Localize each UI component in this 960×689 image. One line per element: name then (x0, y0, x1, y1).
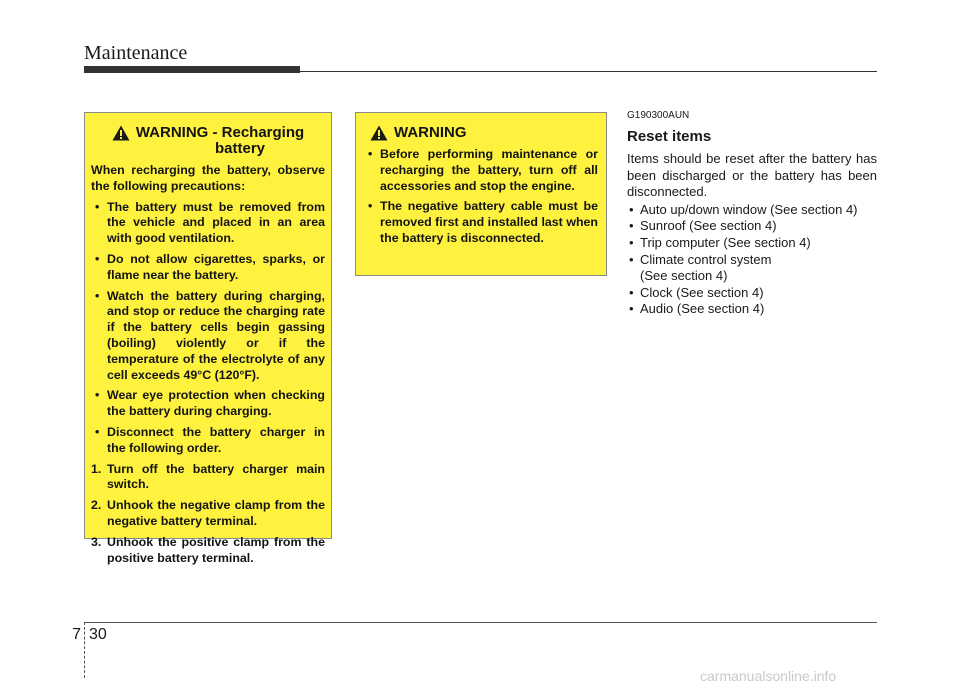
list-item (627, 301, 877, 318)
warning-triangle-icon (112, 125, 130, 141)
list-item: • The battery must be removed from the vehicle and placed in an area with good ventilation. (91, 200, 325, 247)
list-item: • Watch the battery during charging, and stop or reduce the charging rate if the battery cells begin gassing (boiling) violently or if the temperature of the electrolyte of any cell exceeds 49°C (120°F). (91, 289, 325, 384)
step-text: Turn off the battery charger main switch. (107, 461, 325, 492)
page-header-title: Maintenance (84, 42, 188, 64)
step-number: 2. (91, 498, 102, 513)
section-title: Reset items (627, 128, 712, 145)
section-body: Items should be reset after the battery has been discharged or the battery has been disconnected. (627, 151, 877, 200)
step-item (91, 498, 325, 530)
list-item: • Before performing maintenance or recharging the battery, turn off all accessories and stop the engine. (364, 147, 598, 194)
footer-divider (84, 622, 86, 678)
step-item (91, 535, 325, 567)
list-item-subtext: (See section 4) (640, 268, 728, 284)
section-code: G190300AUN (627, 110, 690, 121)
warning-recharging-steps (91, 462, 325, 567)
list-item (627, 218, 877, 235)
list-item-text: Clock (See section 4) (640, 284, 764, 300)
list-item-text: Audio (See section 4) (640, 301, 765, 317)
reset-items-section (627, 110, 877, 318)
warning-recharging-header (91, 125, 325, 157)
list-item: • Wear eye protection when checking the battery during charging. (91, 388, 325, 420)
step-item (91, 462, 325, 494)
step-text: Unhook the positive clamp from the positive battery terminal. (107, 534, 325, 565)
list-item-text: Auto up/down window (See section 4) (640, 201, 858, 217)
list-item (627, 252, 877, 285)
footer-rule (84, 622, 877, 623)
warning-recharging-bullets (91, 200, 325, 457)
watermark: carmanualsonline.info (700, 668, 837, 684)
warning-general-title: WARNING (394, 124, 467, 141)
list-item-text: Trip computer (See section 4) (640, 234, 811, 250)
step-number: 1. (91, 461, 102, 476)
warning-recharging-title-line2: battery (214, 140, 266, 157)
list-item: • Do not allow cigarettes, sparks, or flame near the battery. (91, 252, 325, 284)
reset-items-list (627, 202, 877, 318)
list-item: • Disconnect the battery charger in the following order. (91, 425, 325, 457)
step-number: 3. (91, 534, 102, 549)
step-text: Unhook the negative clamp from the negative battery terminal. (107, 498, 325, 528)
chapter-number: 7 (72, 626, 81, 643)
list-item-text: Sunroof (See section 4) (640, 218, 777, 234)
list-item: • The negative battery cable must be removed first and installed last when the battery is disconnected. (364, 199, 598, 246)
header-bar (84, 66, 300, 73)
warning-recharging-title (136, 125, 304, 157)
warning-general-bullets (364, 147, 598, 247)
header-rule (300, 71, 877, 72)
list-item (627, 235, 877, 252)
warning-general-header (364, 125, 598, 141)
list-item (627, 285, 877, 302)
warning-recharging-box (84, 112, 332, 565)
warning-triangle-icon (370, 125, 388, 141)
list-item-text: Climate control system (640, 251, 772, 267)
warning-recharging-intro: When recharging the battery, observe the following precautions: (91, 163, 325, 193)
list-item (627, 202, 877, 219)
page-number: 30 (89, 626, 107, 643)
warning-general-box (355, 112, 607, 276)
warning-recharging-title-line1: WARNING - Recharging (135, 124, 305, 141)
